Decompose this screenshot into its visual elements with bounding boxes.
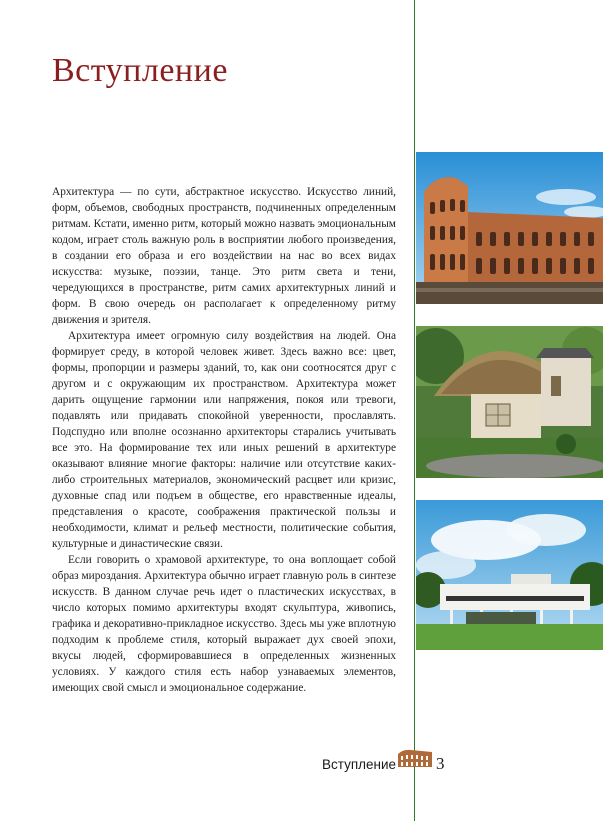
article-body: [52, 184, 396, 696]
villa-photo: [416, 500, 603, 650]
paragraph-3: Если говорить о храмовой архитектуре, то она воплощает собой образ мироздания. Архитектура обычно играет главную роль в синтезе искусств. В данном случае речь идет о пластических искусствах, в число которых помимо архитектуры входят скульптура, живопись, графика и декоративно-прикладное искусство. Здесь мы уже вплотную подходим к проблеме стиля, который выражает дух своей эпохи, вкусы людей, сформировавшиеся в определенных жизненных условиях. У каждого стиля есть набор узнаваемых элементов, имеющих свой смысл и эмоциональное содержание.: [52, 554, 396, 694]
footer-section-label: Вступление: [322, 757, 397, 772]
page-number: 3: [436, 754, 445, 773]
paragraph-2: Архитектура имеет огромную силу воздействия на людей. Она формирует среду, в которой человек живет. Здесь важно все: цвет, формы, пропорции и размеры зданий, то, как они соотносятся друг с другом и с окружающим их пространством. Архитектура может дарить ощущение гармонии или напряжения, покоя или тревоги, подавлять или придавать спокойной уверенности, прославлять. Подспудно или вполне осознанно архитекторы старались учитывать все это. На формирование тех или иных решений в архитектуре оказывают влияние многие факторы: наличие или отсутствие каких-либо строительных материалов, экономический расцвет или кризис, духовные спад или подъем в обществе, его нравственные идеалы, представления о красоте, соображения практической пользы и необходимости, климат и рельеф местности, политические события, культурные и династические связи.: [52, 330, 396, 550]
colosseum-photo: [416, 152, 603, 304]
page-divider-line: [414, 0, 415, 821]
paragraph-1: Архитектура — по сути, абстрактное искусство. Искусство линий, форм, объемов, свободных пространств, подчиненных определенным ритмам. Кстати, именно ритм, который можно назвать эмоциональным кодом, играет столь важную роль в восприятии любого произведения, в создании его образа и его воздействии на нас во всех видах искусства: музыке, поэзии, танце. Это ритм света и тени, чередующихся в пространстве, ритм самих архитектурных линий и форм. В свою очередь он располагает к определенному ритму движения и зрителя.: [52, 186, 396, 326]
colosseum-icon: [397, 748, 433, 772]
thatched-house-photo: [416, 326, 603, 478]
page-title: Вступление: [52, 52, 228, 89]
